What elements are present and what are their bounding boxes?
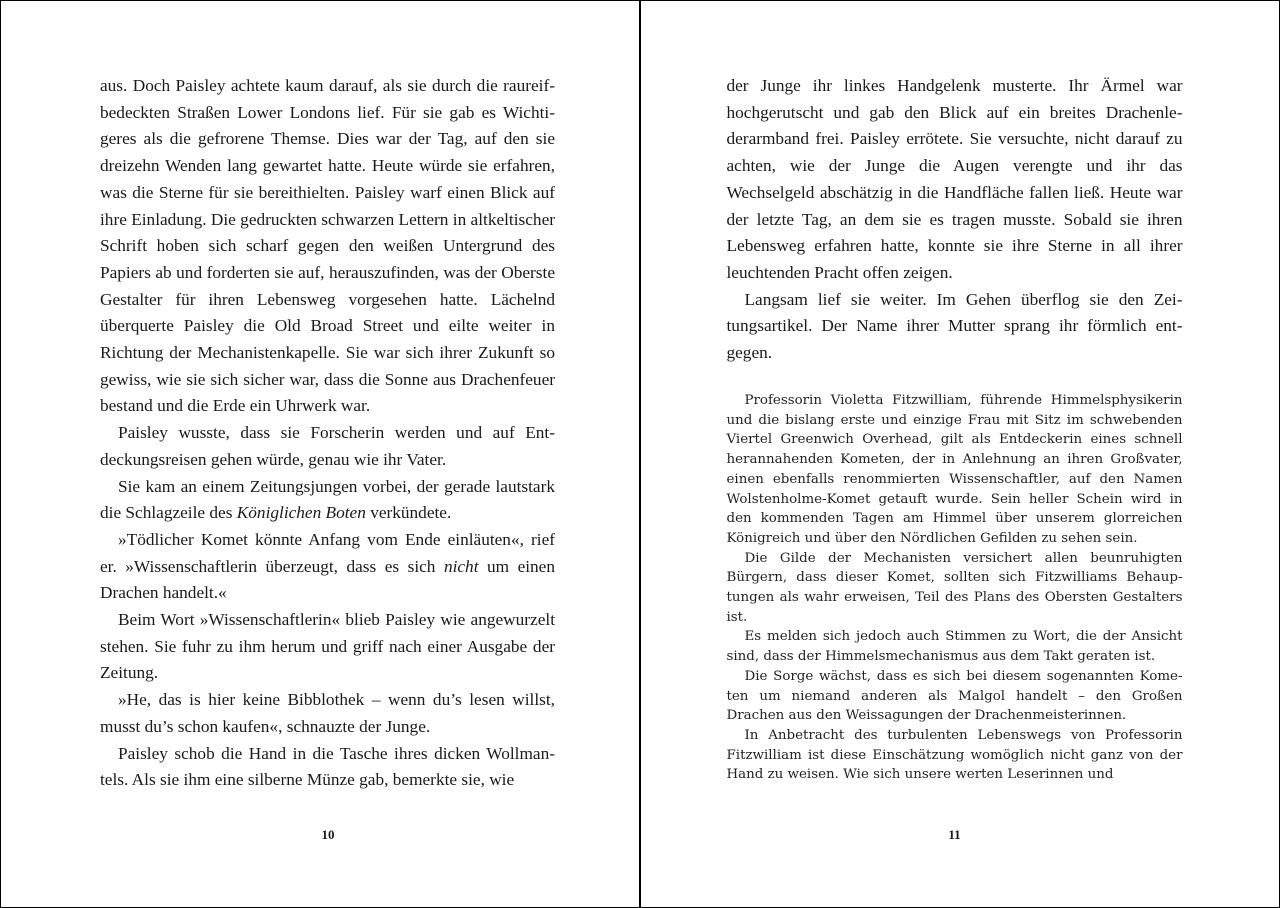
right-page: [641, 1, 1280, 907]
page-number-left: 10: [321, 827, 335, 842]
right-paragraph-2: Langsam lief sie weiter. Im Gehen überflog sie den Zeitungsartikel. Der Name ihrer Mutter sprang ihr förmlich entgegen.: [726, 289, 1183, 363]
newspaper-title: Königlichen Boten: [236, 503, 366, 523]
left-paragraph-7: Paisley schob die Hand in die Tasche ihres dicken Wollmantels. Als sie ihm eine silberne Münze gab, bemerkte sie, wie: [100, 743, 555, 790]
newspaper-article: [727, 391, 1183, 785]
left-page-text: [100, 73, 555, 794]
right-page-text: [727, 73, 1183, 367]
right-paragraph-1: der Junge ihr linkes Handgelenk musterte. Ihr Ärmel war hochgerutscht und gab den Blick auf ein breites Drachenlederarmband frei. Paisley errötete. Sie versuchte, nicht darauf zu achten, wie der Junge die Augen verengte und ihr das Wechselgeld abschätzig in die Handfläche fallen ließ. Heute war der letzte Tag, an dem sie es tragen musste. Sobald sie ihren Lebensweg erfahren hatte, konnte sie ihre Sterne in all ihrer leuchtenden Pracht offen zeigen.: [726, 76, 1183, 282]
article-paragraph-5: In Anbetracht des turbulenten Lebenswegs von Professorin Fitzwilliam ist diese Einschätzung womöglich nicht ganz von der Hand zu weisen. Wie sich unsere werten Leserinnen und: [726, 727, 1183, 783]
emphasis-nicht: nicht: [443, 556, 479, 576]
article-paragraph-4: Die Sorge wächst, dass es sich bei diesem sogenannten Kometen um niemand anderen als Malgol handelt – den Großen Drachen aus den Weissagungen der Drachenmeisterinnen.: [726, 668, 1183, 724]
page-number-right: 11: [948, 827, 961, 842]
left-paragraph-2: Paisley wusste, dass sie Forscherin werden und auf Entdeckungsreisen gehen würde, genau wie ihr Vater.: [100, 423, 555, 469]
left-paragraph-5: Beim Wort »Wissenschaftlerin« blieb Paisley wie angewurzelt stehen. Sie fuhr zu ihm herum und griff nach einer Ausgabe der Zeitung.: [100, 610, 555, 683]
left-paragraph-6: »He, das is hier keine Bibblothek – wenn du’s lesen willst, musst du’s schon kaufen«, schnauzte der Junge.: [100, 690, 555, 736]
left-page: [1, 1, 641, 907]
left-paragraph-3: Sie kam an einem Zeitungsjungen vorbei, der gerade lautstark die Schlagzeile des Königlichen Boten verkündete.: [100, 476, 555, 523]
article-paragraph-1: Professorin Violetta Fitzwilliam, führende Himmelsphysikerin und die bislang erste und einzige Frau mit Sitz im schwebenden Viertel Greenwich Overhead, gilt als Entdeckerin eines schnell herannahenden Kometen, der in Anlehnung an ihren Großvater, einen ebenfalls renommierten Wissenschaftler, auf den Namen Wolstenholme-Komet getauft wurde. Sein heller Schein wird in den kommenden Tagen am Himmel über unserem glorreichen Königreich und über den Nördlichen Gefilden zu sehen sein.: [726, 393, 1183, 546]
left-paragraph-4: »Tödlicher Komet könnte Anfang vom Ende einläuten«, rief er. »Wissenschaftlerin überzeugt, dass es sich nicht um einen Drachen handelt.«: [100, 529, 555, 603]
left-paragraph-1: aus. Doch Paisley achtete kaum darauf, als sie durch die raureifbedeckten Straßen Lower Londons lief. Für sie gab es Wichtigeres als die gefrorene Themse. Dies war der Tag, auf den sie dreizehn Wenden lang gewartet hatte. Heute würde sie erfahren, was die Sterne für sie bereithielten. Paisley warf einen Blick auf ihre Einladung. Die gedruckten schwarzen Lettern in altkeltischer Schrift hoben sich scharf gegen den weißen Untergrund des Papiers ab und forderten sie auf, herauszufinden, was der Oberste Gestalter für ihren Lebensweg vorgesehen hatte. Lächelnd überquerte Paisley die Old Broad Street und eilte weiter in Richtung der Mechanistenkapelle. Sie war sich ihrer Zukunft so gewiss, wie sie sich sicher war, dass die Sonne aus Drachenfeuer bestand und die Erde ein Uhrwerk war.: [100, 76, 555, 416]
article-paragraph-2: Die Gilde der Mechanisten versichert allen beunruhigten Bürgern, dass dieser Komet, sollten sich Fitzwilliams Behauptungen als wahr erweisen, Teil des Plans des Obersten Gestalters ist.: [726, 550, 1183, 625]
article-paragraph-3: Es melden sich jedoch auch Stimmen zu Wort, die der Ansicht sind, dass der Himmelsmechanismus aus dem Takt geraten ist.: [726, 629, 1183, 665]
